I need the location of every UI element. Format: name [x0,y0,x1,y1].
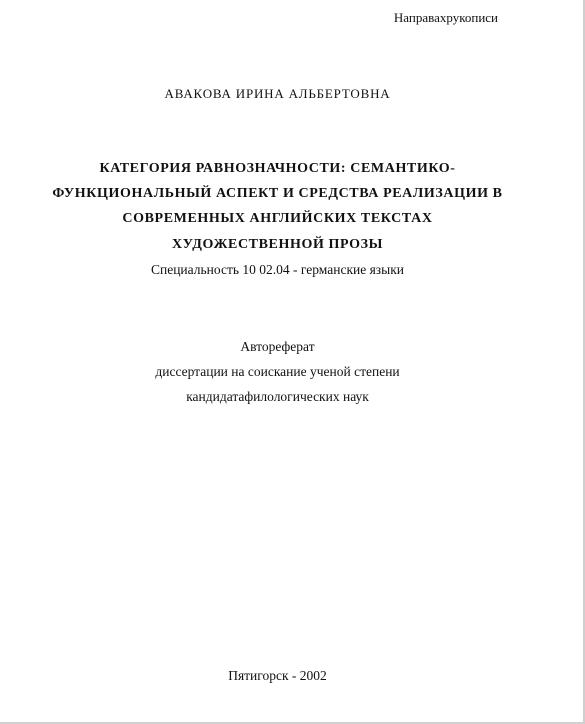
author-name: АВАКОВА ИРИНА АЛЬБЕРТОВНА [164,86,391,101]
document-type-label: Автореферат [240,339,315,354]
dissertation-purpose: диссертации на соискание ученой степени [155,364,400,379]
manuscript-rights-note: Направахрукописи [393,10,498,25]
title-line-1: КАТЕГОРИЯ РАВНОЗНАЧНОСТИ: СЕМАНТИКО- [99,161,456,176]
title-line-4: ХУДОЖЕСТВЕННОЙ ПРОЗЫ [172,237,383,252]
academic-degree: кандидатафилологических наук [186,389,369,404]
title-line-3: СОВРЕМЕННЫХ АНГЛИЙСКИХ ТЕКСТАХ [122,211,433,226]
city-and-year: Пятигорск - 2002 [228,668,327,683]
specialty-line: Специальность 10 02.04 - германские языки [150,262,404,277]
title-line-2: ФУНКЦИОНАЛЬНЫЙ АСПЕКТ И СРЕДСТВА РЕАЛИЗАЦИИ В [52,186,503,201]
